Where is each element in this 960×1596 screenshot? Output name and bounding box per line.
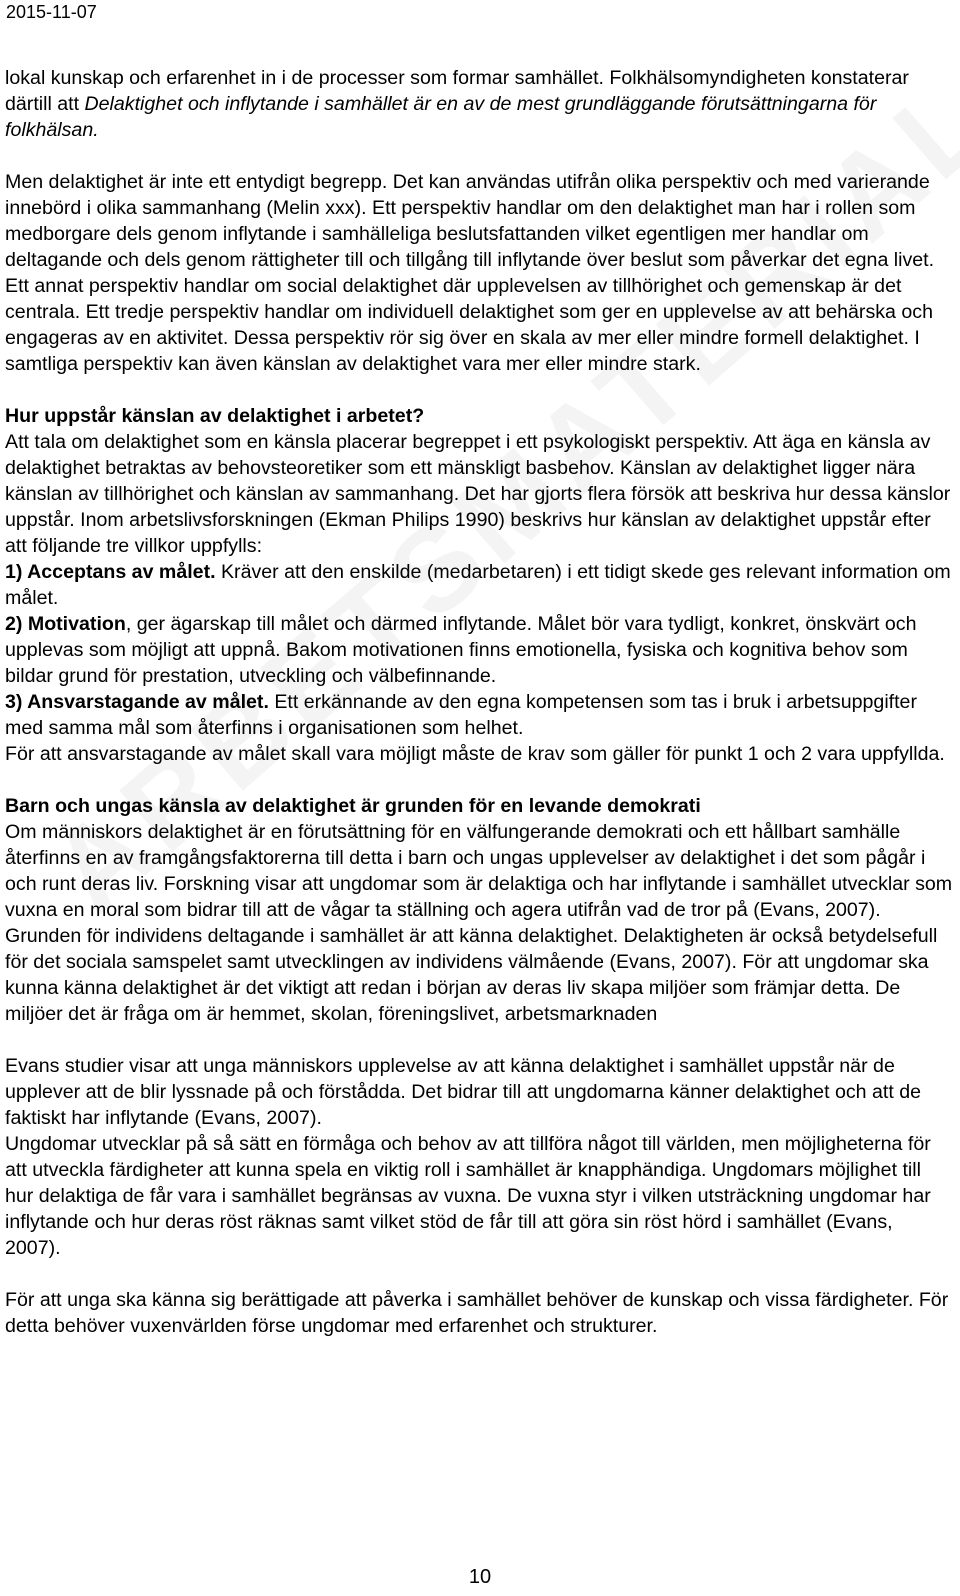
paragraph-democracy: Om människors delaktighet är en förutsättning för en välfungerande demokrati och ett hållbart samhälle återfinns en av framgångsfaktorerna till detta i barn och ungas upplevelser av delaktighet i det som pågår i och runt deras liv. Forskning visar att ungdomar som är delaktiga och har inflytande i samhället utvecklar som vuxna en moral som bidrar till att de vågar ta ställning och agera utifrån vad de tror på (Evans, 2007). Grunden för individens deltagande i samhället är att känna delaktighet. Delaktigheten är också betydelsefull för det sociala samspelet samt utvecklingen av individens välmående (Evans, 2007). För att ungdomar ska kunna känna delaktighet är det viktigt att redan i början av deras liv skapa miljöer som främjar detta. De miljöer det är fråga om är hemmet, skolan, föreningslivet, arbetsmarknaden [5,821,953,1025]
paragraph-conclusion: För att unga ska känna sig berättigade att påverka i samhället behöver de kunskap och vissa färdigheter. För detta behöver vuxenvärlden förse ungdomar med erfarenhet och strukturer. [5,1289,949,1337]
list-item-2-label: 2) Motivation [5,613,126,635]
document-date: 2015-11-07 [6,2,97,22]
list-item-2 [5,611,953,689]
list-item-1 [5,559,953,611]
paragraph-psychology: Att tala om delaktighet som en känsla placerar begreppet i ett psykologiskt perspektiv. Att äga en känsla av delaktighet betraktas av behovsteoretiker som ett mänskligt basbehov. Känslan av delaktighet ligger nära känslan av tillhörighet och känslan av sammanhang. Det har gjorts flera försök att beskriva hur dessa känslor uppstår. Inom arbetslivsforskningen (Ekman Philips 1990) beskrivs hur känslan av delaktighet uppstår efter att följande tre villkor uppfylls: [5,431,951,557]
paragraph-intro-quote: Delaktighet och inflytande i samhället är en av de mest grundläggande förutsättningarna för folkhälsan. [5,93,877,141]
list-item-1-label: 1) Acceptans av målet. [5,561,216,583]
page-number: 10 [468,1566,492,1588]
paragraph-youth-abilities: Ungdomar utvecklar på så sätt en förmåga och behov av att tillföra något till världen, men möjligheterna för att utveckla färdigheter att kunna spela en viktig roll i samhället är knapphändiga. Ungdomars möjlighet till hur delaktiga de får vara i samhället begränsas av vuxna. De vuxna styr i vilken utsträckning ungdomar har inflytande och hur deras röst räknas samt vilket stöd de får till att göra sin röst hörd i samhället (Evans, 2007). [5,1133,931,1259]
list-item-1-text: Kräver att den enskilde (medarbetaren) i ett tidigt skede ges relevant information om målet. [5,561,951,609]
section-heading-youth: Barn och ungas känsla av delaktighet är grunden för en levande demokrati [5,795,701,817]
paragraph-evans: Evans studier visar att unga människors upplevelse av att känna delaktighet i samhället uppstår när de upplever att de blir lyssnade på och förstådda. Det bidrar till att ungdomarna känner delaktighet och att de faktiskt har inflytande (Evans, 2007). [5,1055,922,1129]
document-body [5,65,953,1339]
paragraph-intro-text: lokal kunskap och erfarenhet in i de processer som formar samhället. Folkhälsomyndigheten konstaterar därtill att [5,67,909,115]
list-item-3 [5,689,953,741]
paragraph-perspectives: Men delaktighet är inte ett entydigt begrepp. Det kan användas utifrån olika perspektiv och med varierande innebörd i olika sammanhang (Melin xxx). Ett perspektiv handlar om den delaktighet man har i rollen som medborgare dels genom inflytande i samhälleliga beslutsfattanden vilket egentligen mer handlar om deltagande och dels genom rättigheter till och tillgång till inflytande över beslut som påverkar det egna livet. Ett annat perspektiv handlar om social delaktighet där upplevelsen av tillhörighet och gemenskap är det centrala. Ett tredje perspektiv handlar om individuell delaktighet som ger en upplevelse av att behärska och engageras av en aktivitet. Dessa perspektiv rör sig över en skala av mer eller mindre formell delaktighet. I samtliga perspektiv kan även känslan av delaktighet vara mer eller mindre stark. [5,171,935,375]
section-heading-work: Hur uppstår känslan av delaktighet i arbetet? [5,405,425,427]
list-item-3-label: 3) Ansvarstagande av målet. [5,691,269,713]
paragraph-intro [5,65,953,143]
paragraph-responsibility: För att ansvarstagande av målet skall vara möjligt måste de krav som gäller för punkt 1 och 2 vara uppfyllda. [5,743,945,765]
list-item-3-text: Ett erkännande av den egna kompetensen som tas i bruk i arbetsuppgifter med samma mål som återfinns i organisationen som helhet. [5,691,917,739]
list-item-2-text: , ger ägarskap till målet och därmed inflytande. Målet bör vara tydligt, konkret, önskvärt och upplevas som möjligt att uppnå. Bakom motivationen finns emotionella, fysiska och kognitiva behov som bildar grund för prestation, utveckling och välbefinnande. [5,613,917,687]
